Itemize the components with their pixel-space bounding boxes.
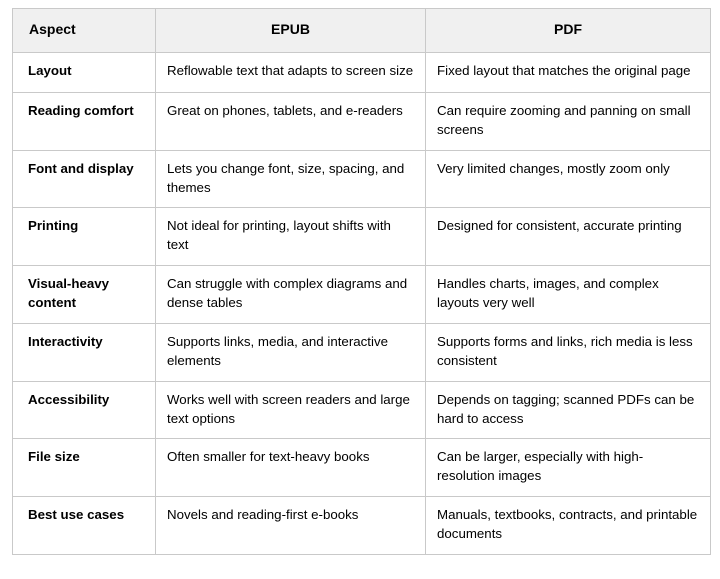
row-epub-value: Not ideal for printing, layout shifts with text: [156, 208, 426, 266]
table-row: [13, 52, 711, 92]
row-pdf-value: Manuals, textbooks, contracts, and printable documents: [426, 497, 711, 555]
row-pdf-value: Depends on tagging; scanned PDFs can be hard to access: [426, 381, 711, 439]
row-aspect-label: Reading comfort: [13, 92, 156, 150]
row-epub-value: Works well with screen readers and large text options: [156, 381, 426, 439]
row-epub-value: Supports links, media, and interactive elements: [156, 323, 426, 381]
column-header-pdf: PDF: [426, 9, 711, 53]
row-aspect-label: Font and display: [13, 150, 156, 208]
row-pdf-value: Fixed layout that matches the original page: [426, 52, 711, 92]
row-epub-value: Great on phones, tablets, and e-readers: [156, 92, 426, 150]
row-epub-value: Can struggle with complex diagrams and dense tables: [156, 266, 426, 324]
table-row: [13, 439, 711, 497]
row-aspect-label: Interactivity: [13, 323, 156, 381]
table-header-row: [13, 9, 711, 53]
row-epub-value: Often smaller for text-heavy books: [156, 439, 426, 497]
row-pdf-value: Can require zooming and panning on small screens: [426, 92, 711, 150]
column-header-aspect: Aspect: [13, 9, 156, 53]
row-epub-value: Novels and reading-first e-books: [156, 497, 426, 555]
row-pdf-value: Handles charts, images, and complex layouts very well: [426, 266, 711, 324]
row-aspect-label: Printing: [13, 208, 156, 266]
row-pdf-value: Supports forms and links, rich media is less consistent: [426, 323, 711, 381]
table-body: [13, 52, 711, 554]
row-epub-value: Reflowable text that adapts to screen size: [156, 52, 426, 92]
table-row: [13, 497, 711, 555]
column-header-epub: EPUB: [156, 9, 426, 53]
row-aspect-label: Best use cases: [13, 497, 156, 555]
table-row: [13, 208, 711, 266]
table-row: [13, 266, 711, 324]
row-aspect-label: Visual-heavy content: [13, 266, 156, 324]
row-pdf-value: Very limited changes, mostly zoom only: [426, 150, 711, 208]
table-header: [13, 9, 711, 53]
row-pdf-value: Can be larger, especially with high-resolution images: [426, 439, 711, 497]
row-aspect-label: Layout: [13, 52, 156, 92]
row-pdf-value: Designed for consistent, accurate printing: [426, 208, 711, 266]
epub-pdf-comparison-table: [12, 8, 711, 555]
table-row: [13, 92, 711, 150]
table-row: [13, 150, 711, 208]
row-aspect-label: Accessibility: [13, 381, 156, 439]
table-row: [13, 323, 711, 381]
table-row: [13, 381, 711, 439]
row-epub-value: Lets you change font, size, spacing, and themes: [156, 150, 426, 208]
row-aspect-label: File size: [13, 439, 156, 497]
